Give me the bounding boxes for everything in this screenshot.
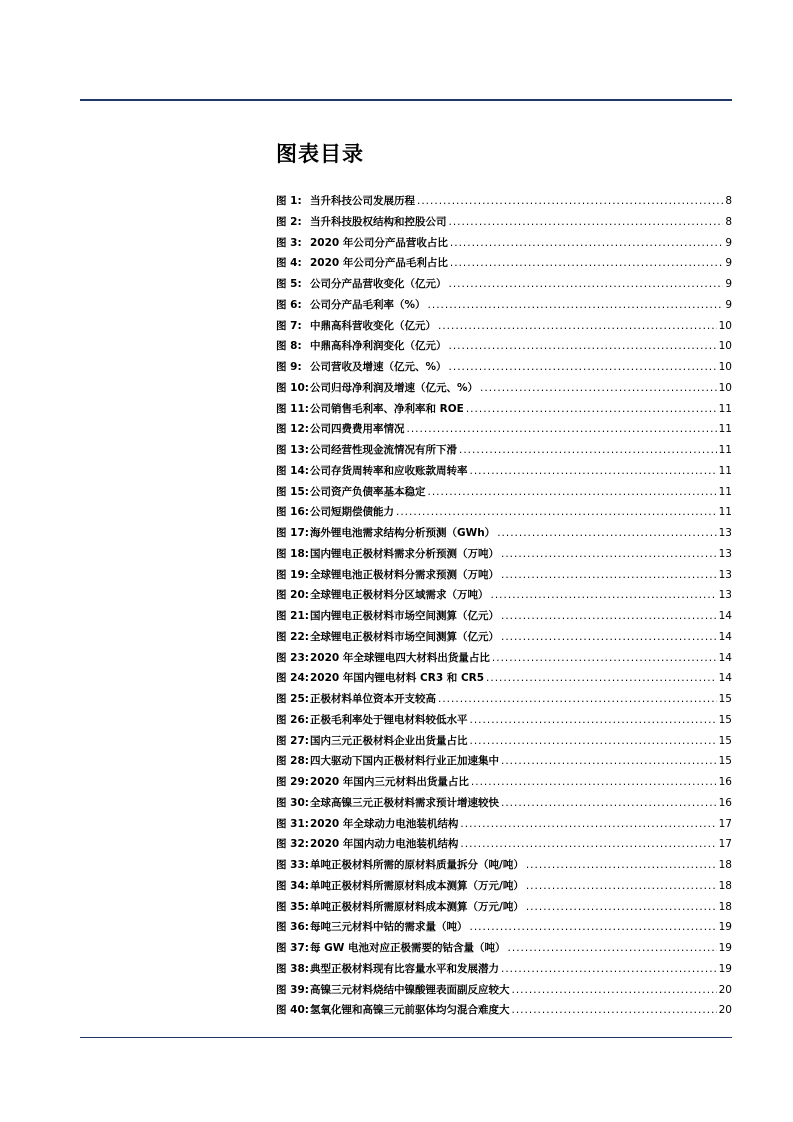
toc-entry-number: 图 25:: [276, 693, 309, 705]
toc-entry-number: 图 26:: [276, 713, 309, 726]
toc-entry[interactable]: [276, 297, 732, 318]
toc-dot-leader: [470, 735, 717, 747]
toc-entry-page: 14: [718, 651, 732, 664]
toc-entry[interactable]: [276, 587, 732, 608]
toc-entry-title: 海外锂电池需求结构分析预测（GWh）: [310, 527, 496, 539]
toc-entry-number: 图 27:: [276, 734, 309, 747]
toc-entry-page: 15: [718, 734, 732, 747]
toc-entry[interactable]: [276, 359, 732, 380]
toc-entry-title: 公司资产负债率基本稳定: [310, 485, 426, 498]
toc-entry-page: 10: [718, 340, 732, 353]
toc-entry[interactable]: [276, 816, 732, 837]
footer-rule: [80, 1037, 732, 1038]
toc-dot-leader: [501, 963, 717, 975]
toc-entry-page: 13: [718, 547, 732, 560]
toc-entry-page: 10: [718, 319, 732, 332]
toc-entry-number: 图 12:: [276, 423, 309, 436]
toc-entry-page: 13: [718, 527, 732, 539]
toc-entry-number: 图 34:: [276, 879, 309, 892]
toc-entry-number: 图 24:: [276, 672, 309, 685]
toc-dot-leader: [438, 693, 717, 705]
toc-entry-title: 2020 年公司分产品毛利占比: [310, 257, 448, 270]
toc-entry[interactable]: [276, 795, 732, 816]
toc-entry[interactable]: [276, 525, 732, 546]
toc-entry-page: 19: [718, 942, 732, 954]
toc-entry-title: 国内锂电正极材料需求分析预测（万吨）: [310, 547, 499, 560]
toc-dot-leader: [480, 382, 717, 394]
toc-entry-number: 图 16:: [276, 506, 309, 519]
toc-entry-number: 图 22:: [276, 630, 309, 643]
toc-entry-title: 2020 年公司分产品营收占比: [310, 236, 448, 249]
toc-entry[interactable]: [276, 276, 732, 297]
toc-entry[interactable]: [276, 753, 732, 774]
toc-entry[interactable]: [276, 691, 732, 712]
toc-entry-page: 16: [718, 796, 732, 809]
toc-entry-page: 18: [718, 879, 732, 892]
toc-entry-title: 每 GW 电池对应正极需要的钴含量（吨）: [310, 942, 506, 954]
toc-entry-number: 图 14:: [276, 464, 309, 477]
toc-dot-leader: [526, 880, 717, 892]
toc-entry-title: 单吨正极材料所需原材料成本测算（万元/吨）: [310, 900, 524, 913]
toc-entry-title: 国内三元正极材料企业出货量占比: [310, 734, 468, 747]
toc-entry-number: 图 3:: [276, 236, 302, 249]
toc-entry-page: 10: [718, 381, 732, 394]
toc-entry[interactable]: [276, 214, 732, 235]
toc-dot-leader: [492, 652, 717, 664]
toc-entry-number: 图 33:: [276, 859, 309, 871]
toc-entry-page: 11: [718, 444, 732, 456]
toc-entry-title: 全球高镍三元正极材料需求预计增速较快: [310, 796, 499, 809]
toc-entry-number: 图 13:: [276, 444, 309, 456]
toc-entry-page: 11: [718, 485, 732, 498]
toc-entry[interactable]: [276, 774, 732, 795]
toc-entry-title: 当升科技公司发展历程: [310, 195, 415, 207]
toc-entry-number: 图 2:: [276, 215, 302, 228]
toc-entry-title: 2020 年国内动力电池装机结构: [310, 838, 459, 851]
toc-entry[interactable]: [276, 463, 732, 484]
toc-entry[interactable]: [276, 670, 732, 691]
toc-entry-page: 16: [718, 776, 732, 788]
toc-entry-title: 公司销售毛利率、净利率和 ROE: [310, 402, 464, 415]
toc-dot-leader: [449, 216, 724, 228]
toc-entry-title: 全球锂电正极材料市场空间测算（亿元）: [310, 630, 499, 643]
toc-dot-leader: [450, 257, 723, 269]
toc-dot-leader: [438, 320, 717, 332]
toc-dot-leader: [449, 340, 717, 352]
toc-dot-leader: [449, 361, 717, 373]
toc-entry-page: 14: [718, 610, 732, 622]
toc-entry-page: 13: [718, 589, 732, 602]
toc-entry-page: 11: [718, 464, 732, 477]
page-title: 图表目录: [276, 142, 364, 166]
toc-entry-title: 公司归母净利润及增速（亿元、%）: [310, 381, 479, 394]
toc-entry-title: 四大驱动下国内正极材料行业正加速集中: [310, 755, 499, 768]
toc-entry-number: 图 19:: [276, 568, 309, 581]
toc-entry-number: 图 21:: [276, 610, 309, 622]
toc-entry-title: 中鼎高科营收变化（亿元）: [310, 319, 436, 332]
toc-entry-page: 11: [718, 506, 732, 519]
toc-entry-title: 单吨正极材料所需原材料成本测算（万元/吨）: [310, 879, 524, 892]
toc-entry[interactable]: [276, 318, 732, 339]
toc-entry-page: 17: [718, 817, 732, 830]
header-rule: [80, 99, 732, 101]
toc-dot-leader: [471, 776, 717, 788]
toc-entry[interactable]: [276, 1002, 732, 1023]
toc-dot-leader: [460, 818, 716, 830]
toc-entry[interactable]: [276, 857, 732, 878]
toc-entry-number: 图 30:: [276, 796, 309, 809]
toc-entry-number: 图 23:: [276, 651, 309, 664]
toc-dot-leader: [501, 569, 717, 581]
toc-entry-title: 公司分产品毛利率（%）: [310, 298, 426, 311]
toc-entry-page: 15: [718, 713, 732, 726]
toc-entry-page: 9: [725, 278, 732, 290]
toc-entry[interactable]: [276, 421, 732, 442]
toc-entry[interactable]: [276, 401, 732, 422]
toc-entry[interactable]: [276, 546, 732, 567]
toc-entry-title: 公司经营性现金流情况有所下滑: [310, 444, 457, 456]
toc-entry-page: 9: [725, 257, 732, 270]
toc-entry-page: 10: [718, 361, 732, 373]
toc-entry-page: 8: [725, 195, 732, 207]
toc-dot-leader: [486, 672, 717, 684]
toc-entry-title: 氢氧化锂和高镍三元前驱体均匀混合难度大: [310, 1004, 510, 1017]
toc-entry-page: 11: [718, 423, 732, 436]
toc-dot-leader: [396, 506, 717, 518]
toc-dot-leader: [450, 237, 723, 249]
toc-entry-number: 图 4:: [276, 257, 302, 270]
toc-entry-title: 正极材料单位资本开支较高: [310, 693, 436, 705]
toc-entry[interactable]: [276, 899, 732, 920]
toc-entry-page: 19: [718, 921, 732, 934]
toc-entry[interactable]: [276, 484, 732, 505]
toc-dot-leader: [449, 278, 724, 290]
toc-dot-leader: [497, 527, 716, 539]
toc-entry-page: 11: [718, 402, 732, 415]
toc-entry-title: 典型正极材料现有比容量水平和发展潜力: [310, 962, 499, 975]
toc-entry-title: 全球锂电池正极材料分需求预测（万吨）: [310, 568, 499, 581]
toc-dot-leader: [460, 838, 716, 850]
toc-entry-title: 公司四费费用率情况: [310, 423, 405, 436]
toc-dot-leader: [417, 195, 723, 207]
toc-entry-title: 当升科技股权结构和控股公司: [310, 215, 447, 228]
toc-entry-number: 图 18:: [276, 547, 309, 560]
toc-dot-leader: [508, 942, 717, 954]
toc-entry-number: 图 10:: [276, 381, 309, 394]
toc-dot-leader: [428, 299, 724, 311]
toc-entry-title: 2020 年国内锂电材料 CR3 和 CR5: [310, 672, 485, 685]
toc-entry-title: 正极毛利率处于锂电材料较低水平: [310, 713, 468, 726]
toc-entry[interactable]: [276, 919, 732, 940]
toc-dot-leader: [470, 465, 717, 477]
toc-entry-page: 20: [718, 983, 732, 996]
toc-entry-number: 图 39:: [276, 983, 309, 996]
toc-dot-leader: [501, 548, 717, 560]
toc-entry-page: 15: [718, 693, 732, 705]
toc-dot-leader: [470, 921, 717, 933]
toc-entry-page: 9: [725, 298, 732, 311]
toc-entry[interactable]: [276, 608, 732, 629]
toc-entry-page: 14: [718, 672, 732, 685]
toc-dot-leader: [428, 486, 717, 498]
toc-entry-title: 公司短期偿债能力: [310, 506, 394, 519]
toc-entry-page: 19: [718, 962, 732, 975]
toc-entry-number: 图 11:: [276, 402, 309, 415]
toc-entry[interactable]: [276, 982, 732, 1003]
toc-entry-number: 图 6:: [276, 298, 302, 311]
toc-dot-leader: [470, 714, 717, 726]
toc-entry-number: 图 31:: [276, 817, 309, 830]
toc-entry-page: 13: [718, 568, 732, 581]
toc-entry-title: 公司营收及增速（亿元、%）: [310, 361, 447, 373]
toc-dot-leader: [512, 984, 717, 996]
toc-entry-title: 2020 年全球动力电池装机结构: [310, 817, 459, 830]
toc-entry[interactable]: [276, 380, 732, 401]
toc-entry[interactable]: [276, 836, 732, 857]
toc-entry-page: 15: [718, 755, 732, 768]
toc-entry-title: 国内锂电正极材料市场空间测算（亿元）: [310, 610, 499, 622]
toc-entry[interactable]: [276, 878, 732, 899]
toc-entry[interactable]: [276, 193, 732, 214]
toc-entry-page: 18: [718, 859, 732, 871]
toc-dot-leader: [407, 423, 717, 435]
toc-entry-number: 图 20:: [276, 589, 309, 602]
toc-entry-title: 每吨三元材料中钴的需求量（吨）: [310, 921, 468, 934]
toc-entry-number: 图 36:: [276, 921, 309, 934]
toc-entry-title: 高镍三元材料烧结中镍酸锂表面副反应较大: [310, 983, 510, 996]
toc-entry-title: 2020 年全球锂电四大材料出货量占比: [310, 651, 490, 664]
toc-entry[interactable]: [276, 961, 732, 982]
toc-entry-title: 中鼎高科净利润变化（亿元）: [310, 340, 447, 353]
toc-entry-number: 图 17:: [276, 527, 309, 539]
toc-entry-number: 图 29:: [276, 776, 309, 788]
figure-table-of-contents: [276, 193, 732, 1023]
toc-entry-page: 8: [725, 215, 732, 228]
toc-entry[interactable]: [276, 567, 732, 588]
toc-entry[interactable]: [276, 733, 732, 754]
toc-entry-page: 18: [718, 900, 732, 913]
toc-dot-leader: [501, 631, 717, 643]
toc-entry-number: 图 7:: [276, 319, 302, 332]
toc-dot-leader: [501, 610, 717, 622]
toc-entry-title: 公司分产品营收变化（亿元）: [310, 278, 447, 290]
toc-entry[interactable]: [276, 504, 732, 525]
toc-dot-leader: [459, 444, 717, 456]
toc-dot-leader: [526, 901, 717, 913]
toc-entry[interactable]: [276, 650, 732, 671]
toc-entry-page: 20: [718, 1004, 732, 1017]
toc-entry-number: 图 38:: [276, 962, 309, 975]
toc-entry-number: 图 15:: [276, 485, 309, 498]
toc-entry-number: 图 32:: [276, 838, 309, 851]
toc-dot-leader: [526, 859, 717, 871]
toc-entry-page: 14: [718, 630, 732, 643]
toc-entry-page: 17: [718, 838, 732, 851]
toc-entry[interactable]: [276, 338, 732, 359]
toc-dot-leader: [512, 1004, 717, 1016]
toc-entry-number: 图 40:: [276, 1004, 309, 1017]
toc-dot-leader: [501, 755, 717, 767]
toc-entry[interactable]: [276, 940, 732, 961]
toc-entry[interactable]: [276, 442, 732, 463]
toc-entry-page: 9: [725, 236, 732, 249]
toc-entry[interactable]: [276, 629, 732, 650]
toc-entry-number: 图 9:: [276, 361, 302, 373]
toc-dot-leader: [501, 797, 717, 809]
toc-entry-title: 公司存货周转率和应收账款周转率: [310, 464, 468, 477]
toc-entry-title: 2020 年国内三元材料出货量占比: [310, 776, 469, 788]
toc-entry-number: 图 35:: [276, 900, 309, 913]
toc-entry[interactable]: [276, 235, 732, 256]
toc-entry-title: 全球锂电正极材料分区域需求（万吨）: [310, 589, 489, 602]
toc-entry[interactable]: [276, 712, 732, 733]
toc-entry-number: 图 8:: [276, 340, 302, 353]
toc-dot-leader: [491, 589, 717, 601]
toc-entry[interactable]: [276, 255, 732, 276]
toc-entry-number: 图 5:: [276, 278, 302, 290]
toc-entry-number: 图 37:: [276, 942, 309, 954]
toc-entry-number: 图 28:: [276, 755, 309, 768]
toc-entry-number: 图 1:: [276, 195, 302, 207]
toc-dot-leader: [466, 403, 717, 415]
toc-entry-title: 单吨正极材料所需的原材料质量拆分（吨/吨）: [310, 859, 524, 871]
